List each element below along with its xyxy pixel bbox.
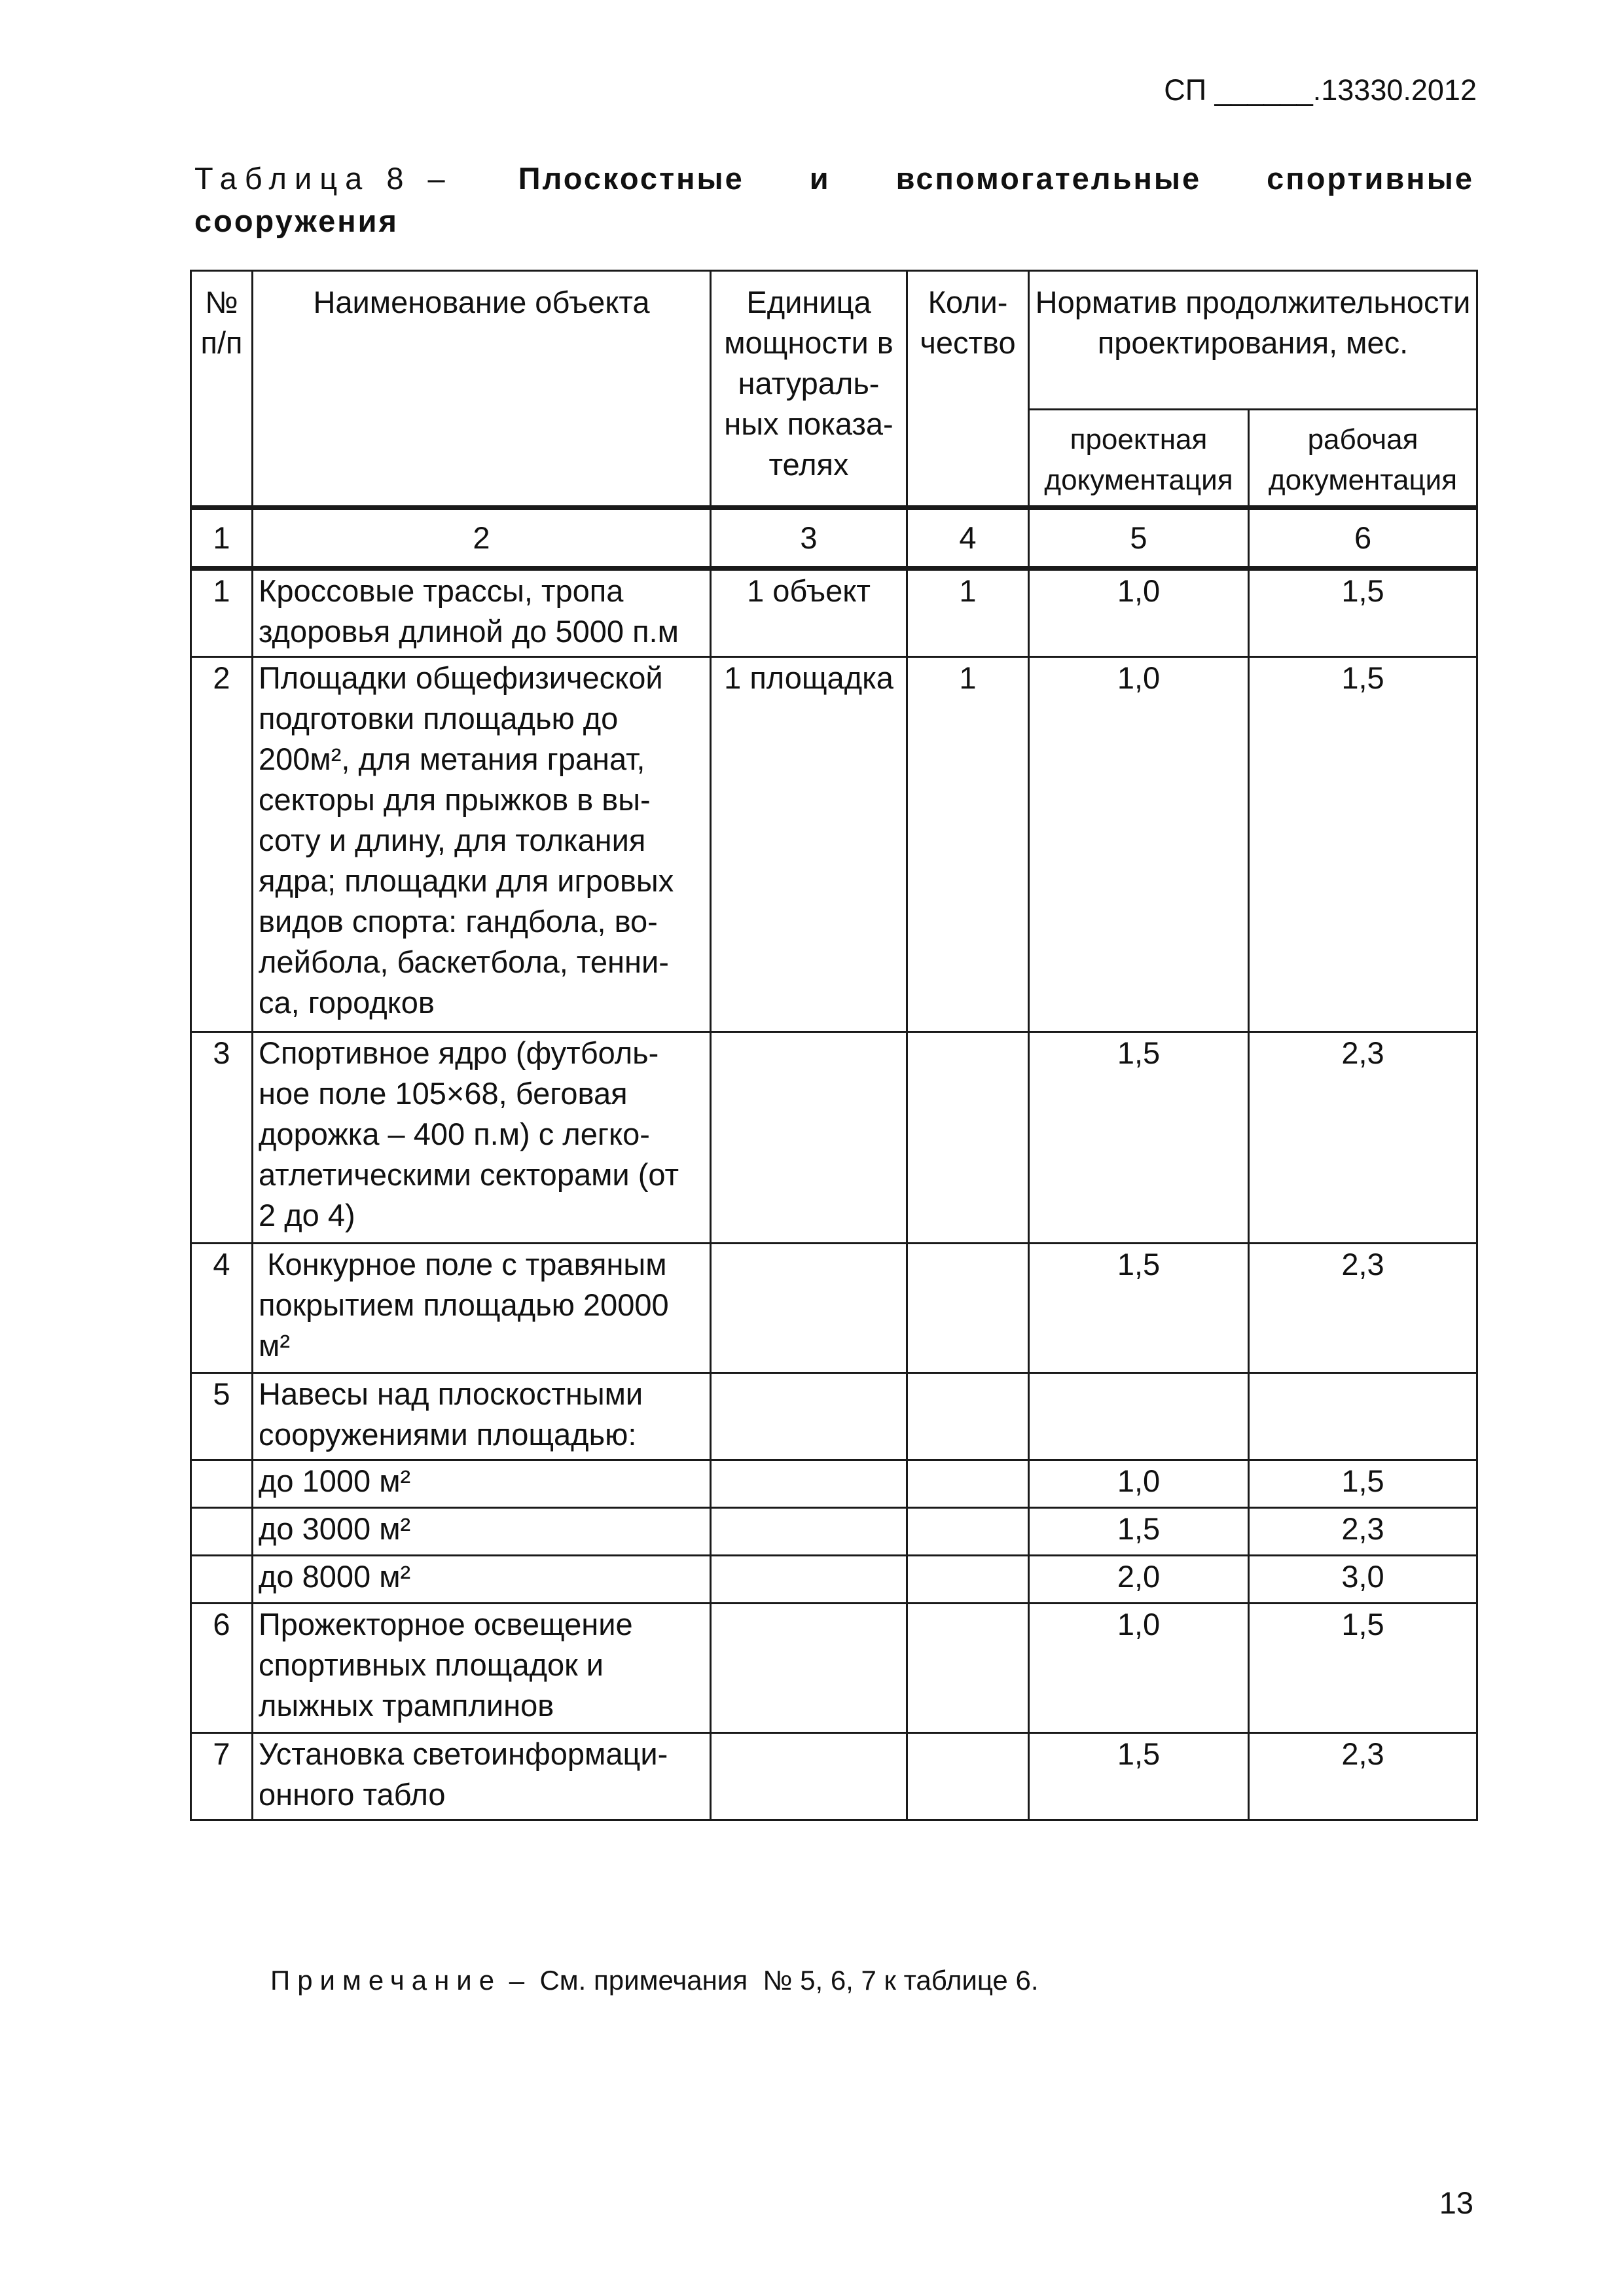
table-row: [191, 1460, 1477, 1508]
row-design-duration: 1,0: [1029, 569, 1249, 657]
row-object-name: до 8000 м²: [253, 1556, 711, 1604]
row-object-name: до 3000 м²: [253, 1508, 711, 1556]
row-working-duration: 2,3: [1249, 1733, 1477, 1820]
table-title-word: и: [809, 161, 831, 196]
header-working-docs: рабочая документация: [1249, 410, 1477, 508]
row-quantity: [907, 1733, 1029, 1820]
row-design-duration: 1,5: [1029, 1733, 1249, 1820]
row-quantity: [907, 1460, 1029, 1508]
row-design-duration: 1,0: [1029, 1460, 1249, 1508]
row-unit: [711, 1604, 907, 1733]
row-unit: 1 объект: [711, 569, 907, 657]
row-object-name: Конкурное поле с травяным покрытием площадью 20000 м²: [253, 1244, 711, 1373]
row-working-duration: 3,0: [1249, 1556, 1477, 1604]
row-working-duration: 2,3: [1249, 1032, 1477, 1244]
row-unit: 1 площадка: [711, 657, 907, 1032]
table-row: [191, 1373, 1477, 1460]
table-row: [191, 1604, 1477, 1733]
row-design-duration: 1,5: [1029, 1032, 1249, 1244]
row-number: 4: [191, 1244, 253, 1373]
row-object-name: Установка светоинформаци-онного табло: [253, 1733, 711, 1820]
row-object-name: Прожекторное освещение спортивных площадок и лыжных трамплинов: [253, 1604, 711, 1733]
page-number: 13: [1439, 2185, 1473, 2220]
table-title-prefix: Таблица 8 –: [194, 161, 453, 196]
column-number-row: [191, 508, 1477, 569]
note-label: Примечание: [270, 1965, 502, 1996]
row-number: 3: [191, 1032, 253, 1244]
row-unit: [711, 1032, 907, 1244]
note-text: – См. примечания № 5, 6, 7 к таблице 6.: [501, 1965, 1039, 1996]
column-number: 1: [191, 508, 253, 569]
header-object-name: Наименование объекта: [253, 271, 711, 508]
standards-table: [190, 270, 1478, 1821]
row-unit: [711, 1733, 907, 1820]
column-number: 3: [711, 508, 907, 569]
header-unit: Единица мощности в натураль-ных показа-телях: [711, 271, 907, 508]
row-number: 5: [191, 1373, 253, 1460]
row-unit: [711, 1373, 907, 1460]
row-working-duration: 1,5: [1249, 569, 1477, 657]
row-object-name: до 1000 м²: [253, 1460, 711, 1508]
row-quantity: [907, 1244, 1029, 1373]
header-duration-norm: Норматив продолжительности проектирования, мес.: [1029, 271, 1477, 410]
row-object-name: Спортивное ядро (футболь-ное поле 105×68, беговая дорожка – 400 п.м) с легко-атлетическими секторами (от 2 до 4): [253, 1032, 711, 1244]
row-number: [191, 1460, 253, 1508]
table-title: [194, 157, 1474, 242]
row-working-duration: 1,5: [1249, 1604, 1477, 1733]
row-quantity: [907, 1604, 1029, 1733]
row-object-name: Площадки общефизической подготовки площадью до 200м², для метания гранат, секторы для прыжков в вы-соту и длину, для толкания ядра; площадки для игровых видов спорта: гандбола, во-лейбола, баскетбола, тенни-са, городков: [253, 657, 711, 1032]
row-number: 1: [191, 569, 253, 657]
header-number: № п/п: [191, 271, 253, 508]
table-row: [191, 1244, 1477, 1373]
row-design-duration: 1,0: [1029, 1604, 1249, 1733]
row-design-duration: 2,0: [1029, 1556, 1249, 1604]
table-note: [270, 1965, 1038, 1996]
row-quantity: 1: [907, 657, 1029, 1032]
row-design-duration: 1,0: [1029, 657, 1249, 1032]
row-working-duration: 2,3: [1249, 1508, 1477, 1556]
table-title-word: спортивные: [1267, 161, 1474, 196]
row-working-duration: 2,3: [1249, 1244, 1477, 1373]
row-number: 6: [191, 1604, 253, 1733]
header-design-docs: проектная документация: [1029, 410, 1249, 508]
row-design-duration: 1,5: [1029, 1508, 1249, 1556]
table-row: [191, 1556, 1477, 1604]
column-number: 5: [1029, 508, 1249, 569]
row-design-duration: [1029, 1373, 1249, 1460]
row-object-name: Кроссовые трассы, тропа здоровья длиной до 5000 п.м: [253, 569, 711, 657]
table-title-line1: [194, 157, 1474, 200]
table-title-line2: сооружения: [194, 204, 399, 238]
row-design-duration: 1,5: [1029, 1244, 1249, 1373]
table-row: [191, 569, 1477, 657]
table-title-word: вспомогательные: [895, 161, 1202, 196]
row-working-duration: 1,5: [1249, 1460, 1477, 1508]
row-object-name: Навесы над плоскостными сооружениями площадью:: [253, 1373, 711, 1460]
row-working-duration: 1,5: [1249, 657, 1477, 1032]
row-working-duration: [1249, 1373, 1477, 1460]
row-number: [191, 1508, 253, 1556]
row-quantity: [907, 1556, 1029, 1604]
table-row: [191, 1733, 1477, 1820]
table-title-word: Плоскостные: [518, 161, 744, 196]
row-unit: [711, 1244, 907, 1373]
row-unit: [711, 1508, 907, 1556]
header-quantity: Коли-чество: [907, 271, 1029, 508]
row-unit: [711, 1556, 907, 1604]
row-number: 7: [191, 1733, 253, 1820]
table-row: [191, 1508, 1477, 1556]
row-number: [191, 1556, 253, 1604]
row-unit: [711, 1460, 907, 1508]
row-number: 2: [191, 657, 253, 1032]
table-row: [191, 1032, 1477, 1244]
row-quantity: [907, 1032, 1029, 1244]
row-quantity: 1: [907, 569, 1029, 657]
document-code: СП ______.13330.2012: [1164, 73, 1477, 107]
row-quantity: [907, 1508, 1029, 1556]
column-number: 4: [907, 508, 1029, 569]
table-row: [191, 657, 1477, 1032]
column-number: 6: [1249, 508, 1477, 569]
row-quantity: [907, 1373, 1029, 1460]
column-number: 2: [253, 508, 711, 569]
